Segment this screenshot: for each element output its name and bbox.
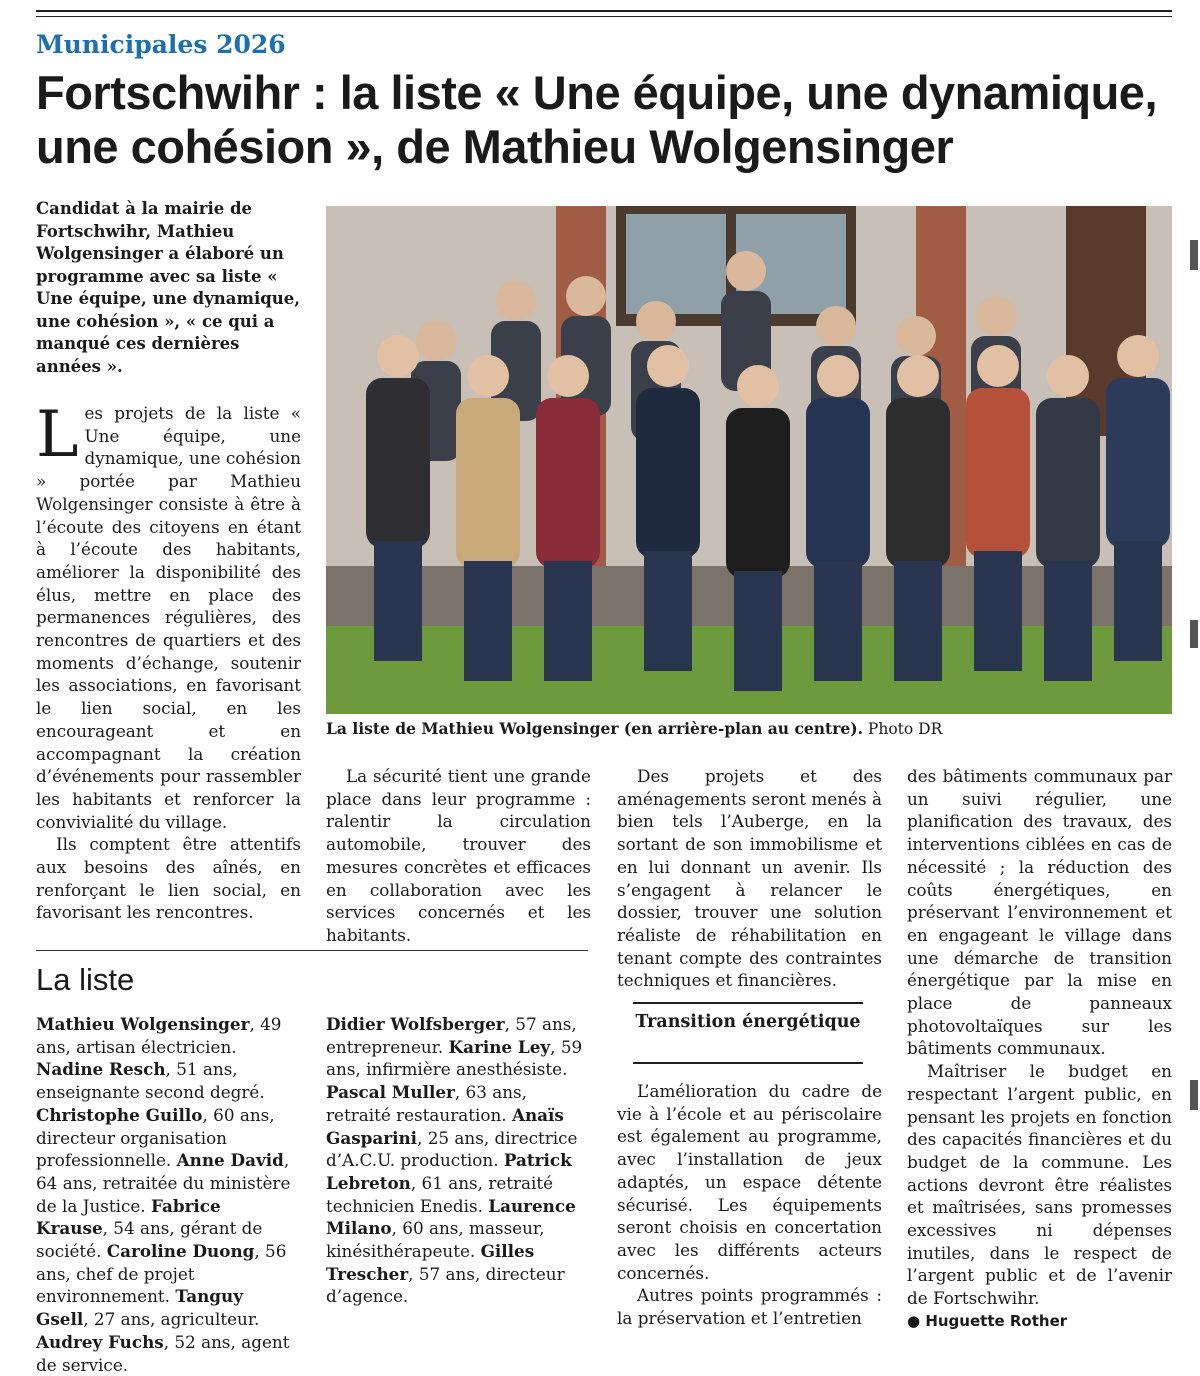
headline: Fortschwihr : la liste « Une équipe, une dynamique, une cohésion », de Mathieu Wolgensinger [36,66,1157,173]
person-body [886,398,950,568]
member-name: Gilles Trescher [326,1241,535,1284]
person-head [897,355,939,397]
member-name: Anaïs Gasparini [326,1104,564,1148]
member-name: Tanguy Gsell [36,1286,243,1330]
liste-column-1 [36,1013,298,1376]
person-head [737,365,779,407]
paragraph-4: Des projets et des aménagements seront menés à bien tels l’Auberge, en la sortant de son immobilisme et en lui donnant un avenir. Ils s’engagent à relancer le dossier, trouver une solution réaliste de réhabilitation en tenant compte des contraintes techniques et financières. [617,766,882,991]
member-name: Anne David [176,1150,284,1171]
box-title: Transition énergétique [635,1012,861,1032]
chapo: Candidat à la mairie de Fortschwihr, Mathieu Wolgensinger a élaboré un programme avec sa liste « Une équipe, une dynamique, une cohésion », « ce qui a manqué ces dernières années ». [36,199,300,376]
person-legs [464,561,512,681]
member-details: , 64 ans, retraitée du ministère de la Justice. [36,1150,291,1216]
person-legs [1114,541,1162,661]
member-name: Caroline Duong [106,1241,255,1262]
photo-caption [326,719,1172,738]
author-byline [907,1310,1172,1333]
person-body [1036,398,1100,568]
person-legs [814,561,862,681]
paragraph-6-text: Autres points programmés : la préservation et l’entretien [617,1285,882,1329]
box-rule-bottom [633,1062,863,1064]
person-legs [974,551,1022,671]
member-name: Laurence Milano [326,1195,576,1239]
edge-mark [1190,620,1198,648]
paragraph-1 [36,398,301,833]
paragraph-6-continued: des bâtiments communaux par un suivi régulier, une planification des travaux, des interventions ciblées en cas de nécessité ; la réduction des coûts énergétiques, en préservant l’environnement et en engageant le village dans une démarche de transition énergétique par la mise en place de panneaux photovoltaïques sur les bâtiments communaux. [907,766,1172,1059]
column-3 [617,765,882,992]
member-name: Karine Ley [448,1036,551,1057]
photo-credit: Photo DR [867,720,943,738]
person-head [566,276,606,316]
paragraph-1-text: es projets de la liste « Une équipe, une dynamique, une cohésion » portée par Mathieu Wolgensinger consiste à être à l’écoute des citoyens en étant à l’écoute des habitants, améliorer la disponibilité des élus, mettre en place des permanences régulières, des rencontres de quartiers et des moments d’échange, soutenir les associations, en favorisant le lien social, en les encourageant et en accompagnant la création d’événements pour rassembler les habitants et renforcer la convivialité du village. [36,403,301,832]
author-name: Huguette Rother [925,1311,1068,1330]
person-legs [894,561,942,681]
section-rule [36,950,588,951]
member-details: , 63 ans, retraité restauration. [326,1082,527,1125]
person-head [1047,355,1089,397]
member-details: , 56 ans, chef de projet environnement. [36,1241,287,1307]
member-details: , 25 ans, directrice d’A.C.U. production. [326,1127,578,1171]
member-name: Didier Wolfsberger [326,1014,505,1034]
person-legs [374,541,422,661]
person-body [456,398,520,568]
member-details: , 54 ans, gérant de société. [36,1218,263,1262]
person-legs [644,551,692,671]
person-head [896,316,936,356]
paragraph-3: La sécurité tient une grande place dans leur programme : ralentir la circulation automobile, trouver des mesures concrètes et efficaces en collaboration avec les services concernés et les habitants. [326,766,591,945]
column-3-lower [617,1080,882,1330]
paragraph-7: Maîtriser le budget en respectant l’argent public, en pensant les projets en fonction des capacités financières et du budget de la commune. Les actions devront être réalistes et maîtrisées, sans promesses excessives ni dépenses inutiles, dans le respect de l’argent public et de l’avenir de Fortschwihr. [907,1061,1172,1309]
paragraph-6-start [617,1284,882,1329]
liste-members-part-2 [326,1013,588,1308]
person-body [1106,378,1170,548]
dropcap: L [36,398,79,472]
person-body [636,388,700,558]
person-head [547,355,589,397]
top-rule [36,10,1172,12]
person-head [496,281,536,321]
column-1 [36,398,301,924]
group-photo-illustration [326,206,1172,714]
liste-title: La liste [36,962,135,997]
member-details: , 52 ans, agent de service. [36,1331,290,1375]
member-name: Pascal Muller [326,1082,455,1103]
member-details: , 57 ans, directeur d’agence. [326,1263,565,1307]
person-body [536,398,600,568]
member-name: Christophe Guillo [36,1104,203,1125]
edge-mark [1190,240,1198,270]
person-head [817,355,859,397]
edge-mark [1190,1080,1198,1110]
member-details: , 59 ans, infirmière anesthésiste. [326,1036,583,1080]
person-head [636,301,676,341]
byline-bullet: ● [907,1311,921,1330]
page-edge [1186,0,1200,1357]
top-rule-thin [36,16,1172,17]
person-head [977,345,1019,387]
member-details: , 27 ans, agriculteur. [83,1309,260,1330]
member-details: , 61 ans, retraité technicien Enedis. [326,1172,554,1216]
person-head [416,321,456,361]
member-name: Fabrice Krause [36,1195,221,1239]
column-2 [326,765,591,947]
liste-members-part-1 [36,1013,298,1376]
person-body [966,388,1030,558]
paragraph-5: L’amélioration du cadre de vie à l’école et au périscolaire est également au programme, avec l’installation de jeux adaptés, un espace détente sécurisé. Les équipements seront choisis en concertation avec les différents acteurs concernés. [617,1081,882,1283]
member-details: , 60 ans, masseur, kinésithérapeute. [326,1218,545,1262]
person-head [377,335,419,377]
member-details: , 60 ans, directeur organisation professionnelle. [36,1104,275,1171]
member-name: Patrick Lebreton [326,1150,572,1193]
paragraph-2: Ils comptent être attentifs aux besoins des aînés, en renforçant le lien social, en favorisant les rencontres. [36,834,301,923]
person-body [366,378,430,548]
box-rule-top [633,1002,863,1004]
liste-column-2 [326,1013,588,1308]
person-head [1117,335,1159,377]
person-body [806,398,870,568]
member-details: , 49 ans, artisan électricien. [36,1014,282,1057]
person-legs [544,561,592,681]
member-details: , 57 ans, entrepreneur. [326,1014,577,1057]
person-head [467,355,509,397]
person-legs [1044,561,1092,681]
person-head [976,296,1016,336]
group-photo [326,206,1172,714]
person-head [647,345,689,387]
person-legs [734,571,782,691]
member-name: Nadine Resch [36,1059,166,1080]
member-name: Audrey Fuchs [36,1331,164,1352]
rubric: Municipales 2026 [36,30,286,59]
member-details: , 51 ans, enseignante second degré. [36,1059,265,1103]
person-head [816,306,856,346]
column-4 [907,765,1172,1333]
member-name: Mathieu Wolgensinger [36,1014,250,1034]
person-body [726,408,790,578]
person-head [726,251,766,291]
caption-text: La liste de Mathieu Wolgensinger (en arrière-plan au centre). [326,719,863,738]
